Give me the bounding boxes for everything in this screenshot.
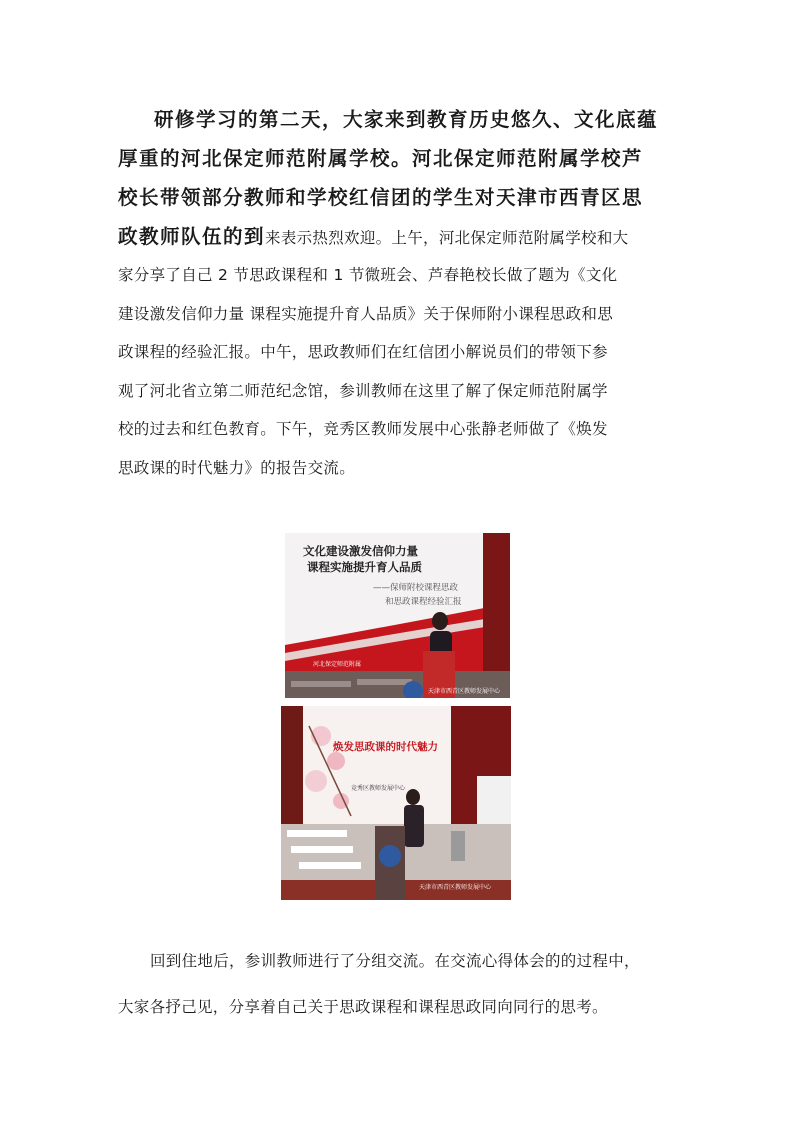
paragraph-line: 观了河北省立第二师范纪念馆，参训教师在这里了解了保定师范附属学 xyxy=(118,381,608,400)
paragraph-line: 建设激发信仰力量 课程实施提升育人品质》关于保师附小课程思政和思 xyxy=(118,304,614,323)
paragraph-line: 家分享了自己 2 节思政课程和 1 节微班会、芦春艳校长做了题为《文化 xyxy=(118,266,618,284)
paragraph-line: 回到住地后，参训教师进行了分组交流。在交流心得体会的的过程中， xyxy=(150,952,640,970)
paragraph-visit-day-two xyxy=(118,100,678,487)
normal-segment: 来表示热烈欢迎。上午，河北保定师范附属学校和大 xyxy=(265,229,629,247)
paragraph-line: 校的过去和红色教育。下午，竞秀区教师发展中心张静老师做了《焕发 xyxy=(118,420,608,438)
slide-title: 焕发思政课的时代魅力 xyxy=(333,741,438,753)
slide-footer-text: 河北保定师范附属 xyxy=(313,661,362,668)
photo-watermark: 天津市西青区教师发展中心 xyxy=(428,688,501,695)
paragraph-group-exchange xyxy=(118,938,678,1030)
slide-subtitle-line1: ——保师附校课程思政 xyxy=(373,583,459,593)
paragraph-line: 厚重的河北保定师范附属学校。河北保定师范附属学校芦 xyxy=(118,147,644,170)
slide-subtitle-line2: 和思政课程经验汇报 xyxy=(385,597,462,607)
paragraph-line: 研修学习的第二天，大家来到教育历史悠久、文化底蕴 xyxy=(154,108,659,131)
photo-era-charm-lecture xyxy=(281,706,511,900)
paragraph-line: 思政课的时代魅力》的报告交流。 xyxy=(118,458,356,477)
slide-title-line1: 文化建设激发信仰力量 xyxy=(303,544,418,558)
slide-title-line2: 课程实施提升育人品质 xyxy=(307,560,422,574)
paragraph-line: 大家各抒己见，分享着自己关于思政课程和课程思政同向同行的思考。 xyxy=(118,998,608,1016)
slide-org-text: 竞秀区教师发展中心 xyxy=(351,785,406,792)
paragraph-line-mixed xyxy=(118,217,678,256)
bold-segment: 政教师队伍的到 xyxy=(118,225,266,248)
paragraph-line: 政课程的经验汇报。中午，思政教师们在红信团小解说员们的带领下参 xyxy=(118,343,608,361)
photo-watermark: 天津市西青区教师发展中心 xyxy=(419,884,492,891)
photo-school-report-lecture xyxy=(285,533,510,698)
paragraph-line: 校长带领部分教师和学校红信团的学生对天津市西青区思 xyxy=(118,186,644,209)
